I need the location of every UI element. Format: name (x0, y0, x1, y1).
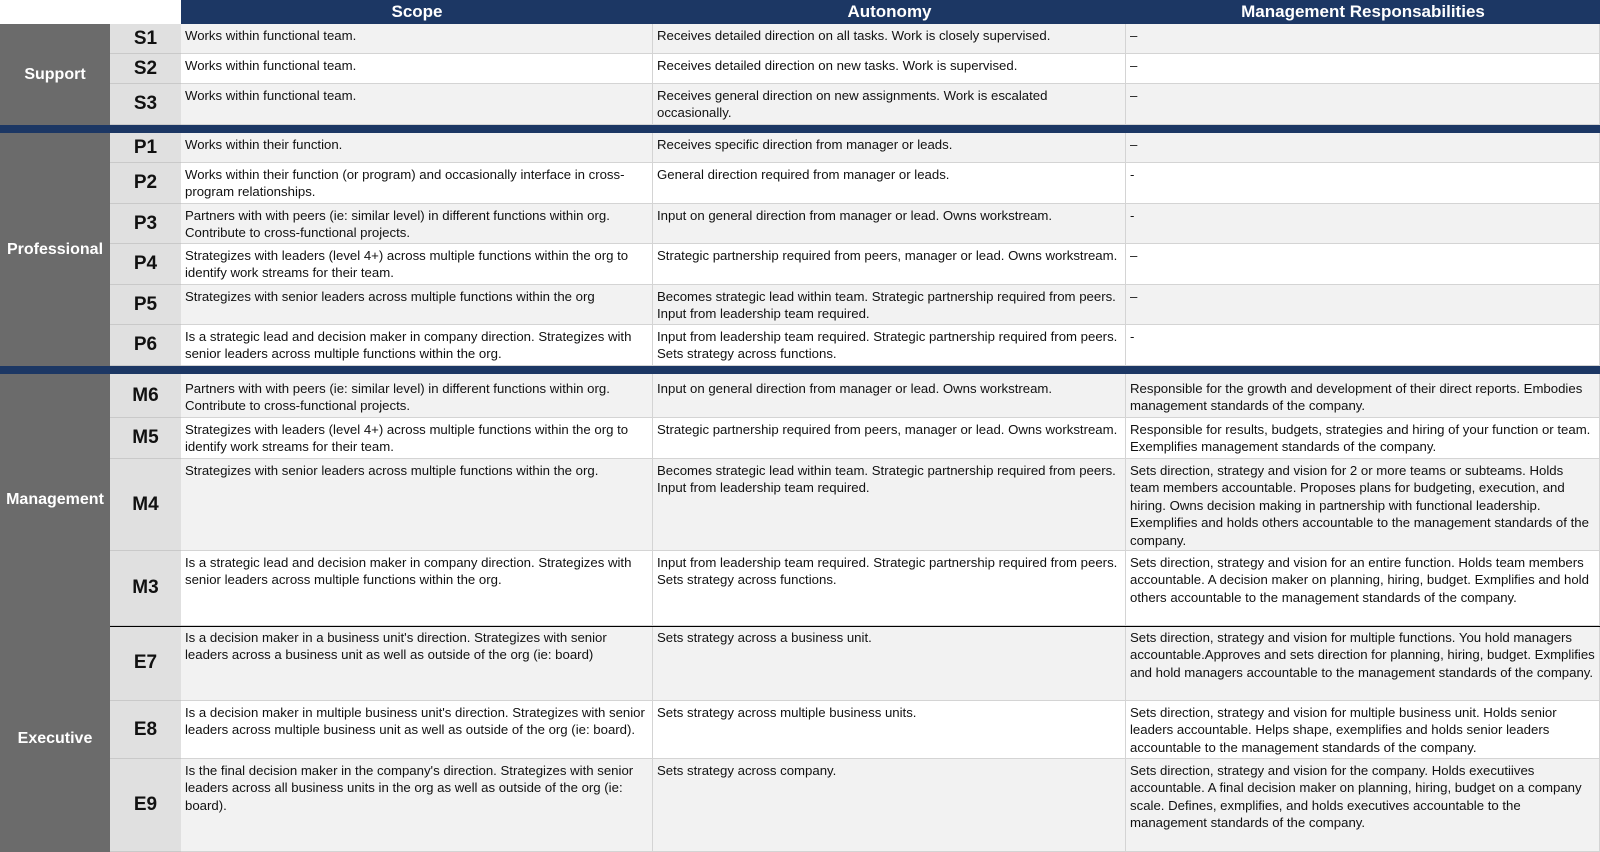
autonomy-cell: General direction required from manager or leads. (653, 163, 1126, 204)
management-cell: Sets direction, strategy and vision for an entire function. Holds team members accountable. A decision maker on planning, hiring, budget. Exmplifies and hold others accountable to the management standards of the company. (1126, 551, 1600, 626)
autonomy-cell: Sets strategy across multiple business units. (653, 701, 1126, 759)
management-cell: Responsible for the growth and development of their direct reports. Embodies management standards of the company. (1126, 374, 1600, 418)
autonomy-cell: Sets strategy across company. (653, 759, 1126, 852)
scope-cell: Partners with with peers (ie: similar level) in different functions within org. Contribute to cross-functional projects. (181, 374, 653, 418)
level-label: M3 (110, 551, 181, 626)
scope-cell: Is a decision maker in a business unit's direction. Strategizes with senior leaders across a business unit as well as outside of the org (ie: board) (181, 626, 653, 701)
autonomy-cell: Sets strategy across a business unit. (653, 626, 1126, 701)
level-label: P4 (110, 244, 181, 285)
autonomy-cell: Receives detailed direction on new tasks. Work is supervised. (653, 54, 1126, 84)
group-management: Management (0, 374, 110, 626)
management-cell: – (1126, 54, 1600, 84)
management-cell: Responsible for results, budgets, strategies and hiring of your function or team. Exemplifies management standards of the company. (1126, 418, 1600, 459)
section-separator (0, 366, 1600, 374)
scope-cell: Works within their function. (181, 133, 653, 163)
autonomy-cell: Input from leadership team required. Strategic partnership required from peers. Sets strategy across functions. (653, 551, 1126, 626)
autonomy-cell: Receives detailed direction on all tasks. Work is closely supervised. (653, 24, 1126, 54)
management-cell: Sets direction, strategy and vision for multiple functions. You hold managers accountable.Approves and sets direction for planning, hiring, budget. Exmplifies and hold managers accountable to the management standards of the company. (1126, 626, 1600, 701)
level-label: S2 (110, 54, 181, 84)
management-cell: – (1126, 24, 1600, 54)
autonomy-cell: Becomes strategic lead within team. Strategic partnership required from peers. Input from leadership team required. (653, 459, 1126, 551)
scope-cell: Works within their function (or program) and occasionally interface in cross-program relationships. (181, 163, 653, 204)
level-label: S3 (110, 84, 181, 125)
header-management: Management Responsabilities (1126, 0, 1600, 24)
management-cell: – (1126, 285, 1600, 325)
management-cell: – (1126, 244, 1600, 285)
autonomy-cell: Input from leadership team required. Strategic partnership required from peers. Sets strategy across functions. (653, 325, 1126, 366)
autonomy-cell: Strategic partnership required from peers, manager or lead. Owns workstream. (653, 244, 1126, 285)
scope-cell: Works within functional team. (181, 54, 653, 84)
management-cell: - (1126, 204, 1600, 244)
scope-cell: Works within functional team. (181, 84, 653, 125)
group-support: Support (0, 24, 110, 125)
divider-line (110, 626, 1600, 627)
management-cell: Sets direction, strategy and vision for the company. Holds executiives accountable. A final decision maker on planning, hiring, budget on a company scale. Defines, exmplifies, and holds executives accountable to the management standards of the company. (1126, 759, 1600, 852)
level-label: E7 (110, 626, 181, 701)
management-cell: – (1126, 84, 1600, 125)
autonomy-cell: Receives general direction on new assignments. Work is escalated occasionally. (653, 84, 1126, 125)
autonomy-cell: Input on general direction from manager or lead. Owns workstream. (653, 204, 1126, 244)
scope-cell: Is a decision maker in multiple business unit's direction. Strategizes with senior leaders across multiple business unit as well as outside of the org (ie: board). (181, 701, 653, 759)
autonomy-cell: Input on general direction from manager or lead. Owns workstream. (653, 374, 1126, 418)
scope-cell: Is a strategic lead and decision maker in company direction. Strategizes with senior leaders across multiple functions within the org. (181, 551, 653, 626)
group-executive: Executive (0, 626, 110, 852)
header-autonomy: Autonomy (653, 0, 1126, 24)
autonomy-cell: Becomes strategic lead within team. Strategic partnership required from peers. Input from leadership team required. (653, 285, 1126, 325)
management-cell: Sets direction, strategy and vision for multiple business unit. Holds senior leaders accountable. Helps shape, exemplifies and holds senior leaders accountable to the management standards of the company. (1126, 701, 1600, 759)
scope-cell: Partners with with peers (ie: similar level) in different functions within org. Contribute to cross-functional projects. (181, 204, 653, 244)
level-label: E8 (110, 701, 181, 759)
level-label: M6 (110, 374, 181, 418)
management-cell: Sets direction, strategy and vision for 2 or more teams or subteams. Holds team members accountable. Proposes plans for budgeting, execution, and hiring. Owns decision making in partnership with functional leadership. Exemplifies and holds others accountable to the management standards of the company. (1126, 459, 1600, 551)
level-label: M5 (110, 418, 181, 459)
scope-cell: Works within functional team. (181, 24, 653, 54)
scope-cell: Strategizes with senior leaders across multiple functions within the org. (181, 459, 653, 551)
scope-cell: Is the final decision maker in the company's direction. Strategizes with senior leaders across all business units in the org as well as outside of the org (ie: board). (181, 759, 653, 852)
autonomy-cell: Receives specific direction from manager or leads. (653, 133, 1126, 163)
scope-cell: Strategizes with leaders (level 4+) across multiple functions within the org to identify work streams for their team. (181, 244, 653, 285)
scope-cell: Strategizes with leaders (level 4+) across multiple functions within the org to identify work streams for their team. (181, 418, 653, 459)
level-label: E9 (110, 759, 181, 852)
level-label: P2 (110, 163, 181, 204)
header-blank (0, 0, 181, 24)
level-label: P5 (110, 285, 181, 325)
autonomy-cell: Strategic partnership required from peers, manager or lead. Owns workstream. (653, 418, 1126, 459)
level-label: M4 (110, 459, 181, 551)
section-separator (0, 125, 1600, 133)
level-label: P1 (110, 133, 181, 163)
management-cell: - (1126, 325, 1600, 366)
level-label: S1 (110, 24, 181, 54)
level-label: P3 (110, 204, 181, 244)
group-professional: Professional (0, 133, 110, 366)
header-scope: Scope (181, 0, 653, 24)
management-cell: – (1126, 133, 1600, 163)
management-cell: - (1126, 163, 1600, 204)
level-label: P6 (110, 325, 181, 366)
scope-cell: Strategizes with senior leaders across multiple functions within the org (181, 285, 653, 325)
scope-cell: Is a strategic lead and decision maker in company direction. Strategizes with senior leaders across multiple functions within the org. (181, 325, 653, 366)
